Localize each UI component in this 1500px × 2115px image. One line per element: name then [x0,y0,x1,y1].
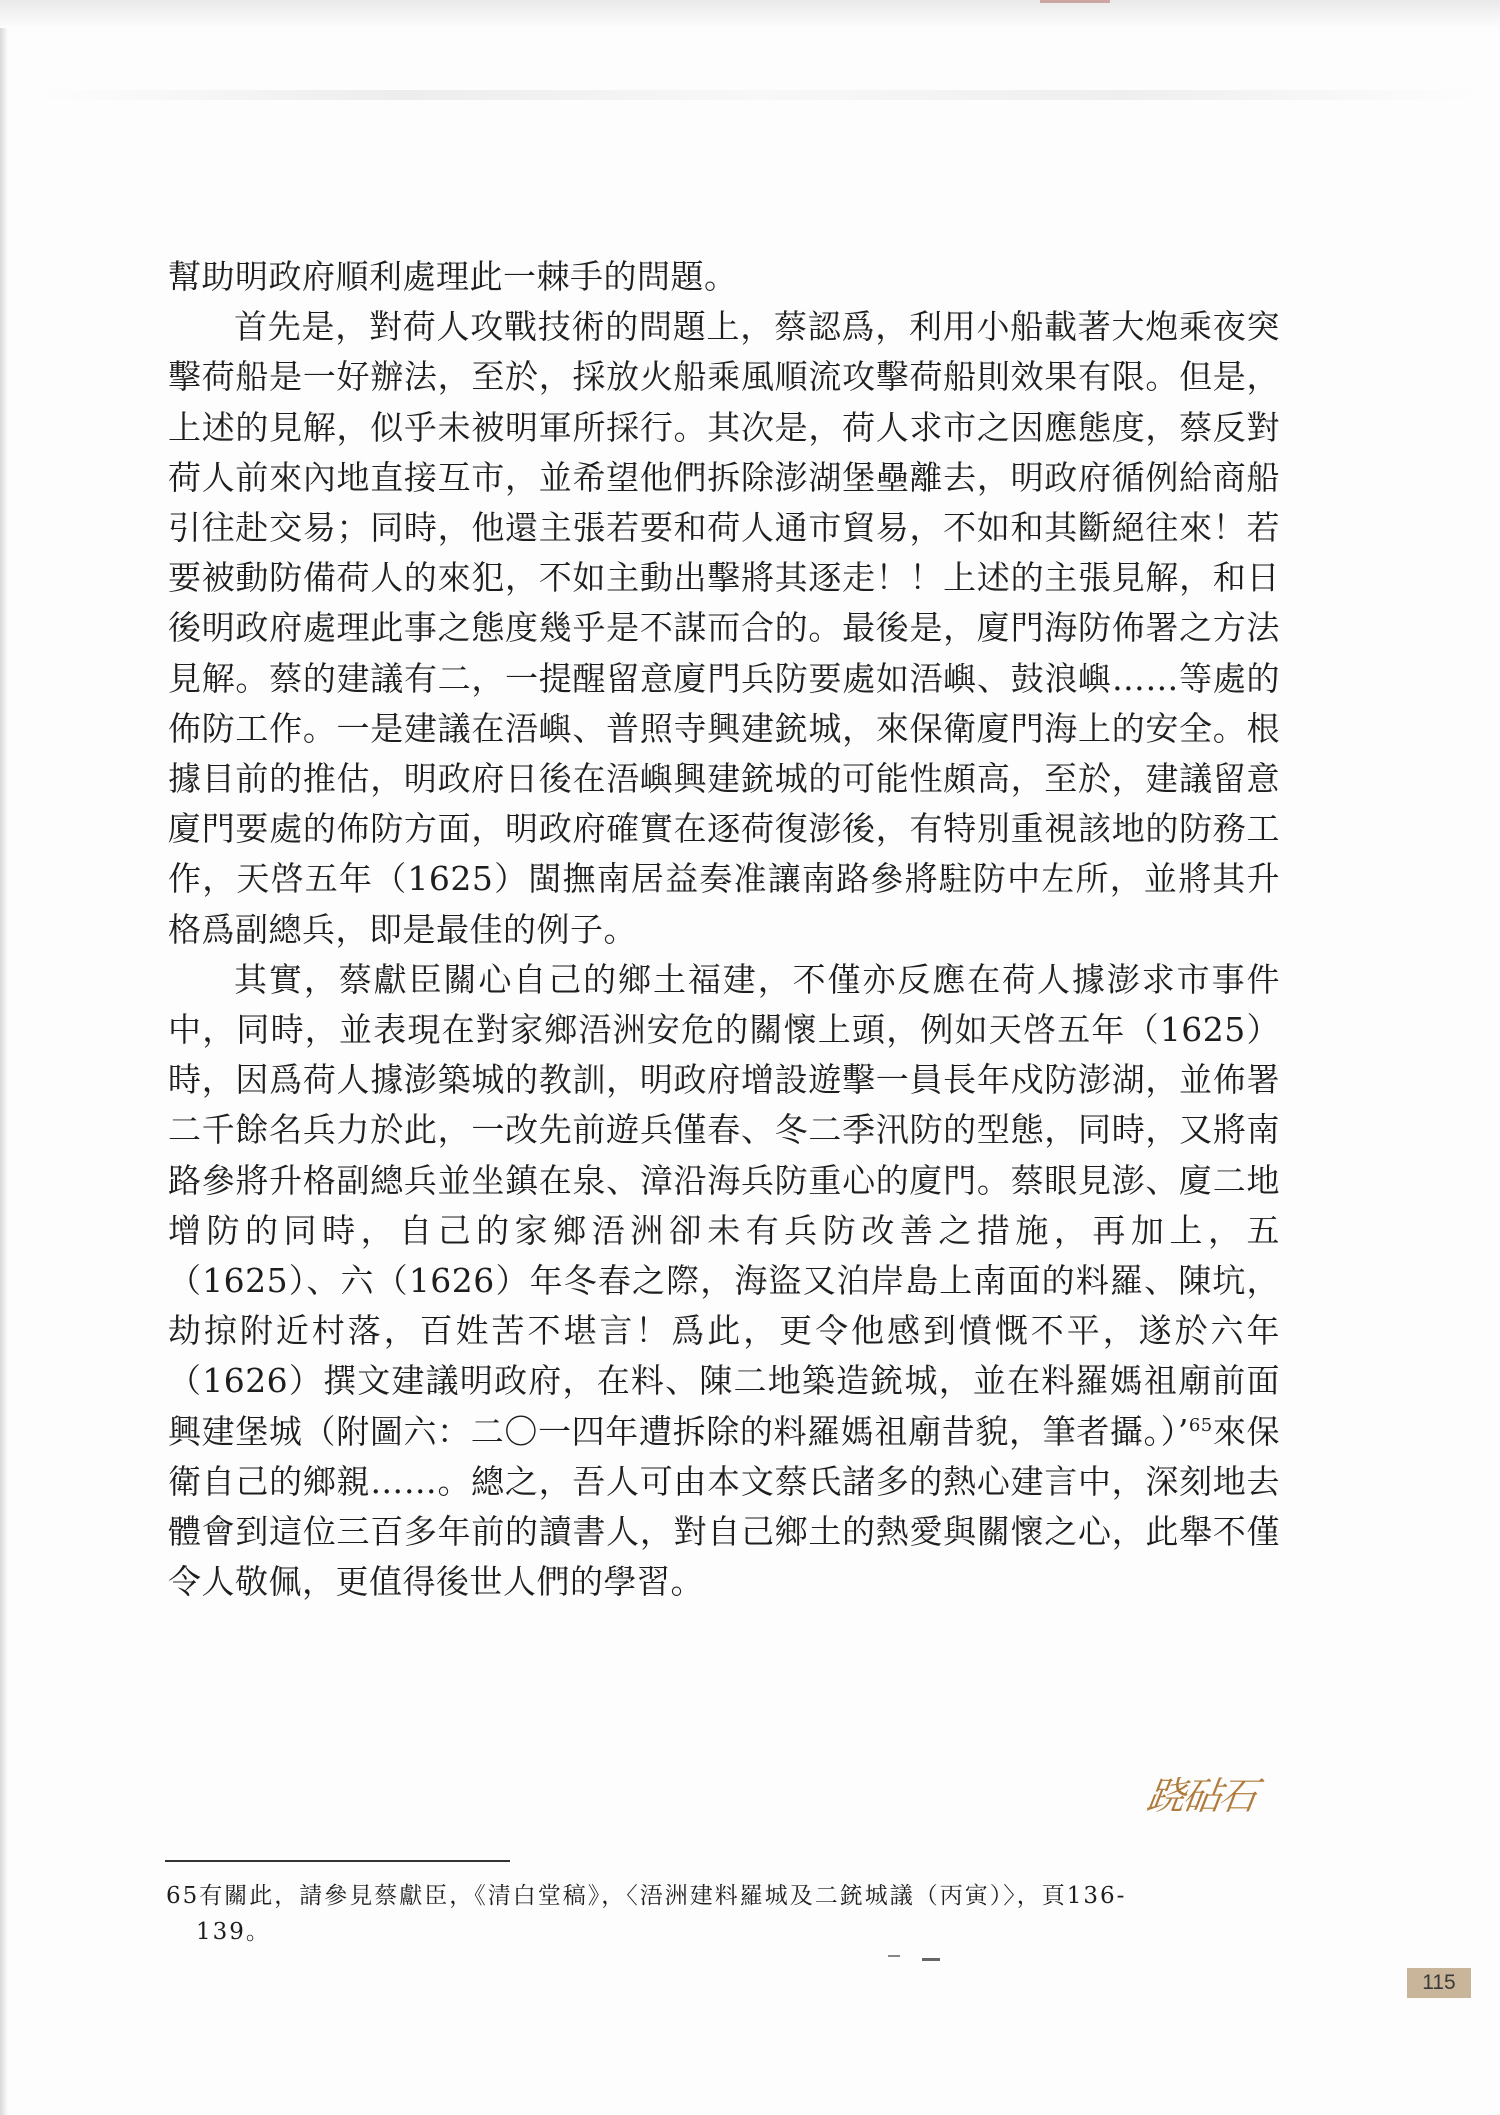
paragraph-1: 幫助明政府順利處理此一棘手的問題。 [168,257,738,296]
signature-stamp: 跷砧石 [1143,1774,1259,1818]
footnote-divider [165,1860,510,1862]
top-band [0,0,1500,28]
footnote-reference[interactable]: 65 [1188,1414,1213,1436]
top-tick-mark [1040,0,1110,3]
footnote [166,1878,1276,1950]
scan-edge [0,0,8,2115]
footnote-line-2: 139。 [196,1919,271,1945]
bleed-through-line [40,90,1480,100]
paragraph-2: 首先是，對荷人攻戰技術的問題上，蔡認爲，利用小船載著大炮乘夜突擊荷船是一好辦法，至於，採放火船乘風順流攻擊荷船則效果有限。但是，上述的見解，似乎未被明軍所採行。其次是，荷人求市之因應態度，蔡反對荷人前來內地直接互市，並希望他們拆除澎湖堡壘離去，明政府循例給商船引往赴交易；同時，他還主張若要和荷人通市貿易，不如和其斷絕往來！若要被動防備荷人的來犯，不如主動出擊將其逐走！！上述的主張見解，和日後明政府處理此事之態度幾乎是不謀而合的。最後是，廈門海防佈署之方法見解。蔡的建議有二，一提醒留意廈門兵防要處如浯嶼、鼓浪嶼……等處的佈防工作。一是建議在浯嶼、普照寺興建銃城，來保衛廈門海上的安全。根據目前的推估，明政府日後在浯嶼興建銃城的可能性頗高，至於，建議留意廈門要處的佈防方面，明政府確實在逐荷復澎後，有特別重視該地的防務工作，天啓五年（1625）閩撫南居益奏准讓南路參將駐防中左所，並將其升格爲副總兵，即是最佳的例子。 [168,307,1280,949]
body-text [168,252,1280,1607]
footnote-line-1: 65有關此，請參見蔡獻臣，《清白堂稿》，〈浯洲建料羅城及二銃城議（丙寅）〉，頁136- [166,1883,1127,1909]
page-number: 115 [1407,1968,1471,1998]
paragraph-3 [168,955,1280,1608]
paragraph-3-part-2: 來保衛自己的鄉親……。總之，吾人可由本文蔡氏諸多的熱心建言中，深刻地去體會到這位三百多年前的讀書人，對自己鄉土的熱愛與關懷之心，此舉不僅令人敬佩，更值得後世人們的學習。 [168,1411,1280,1602]
paragraph-3-part-1: 其實，蔡獻臣關心自己的鄉土福建，不僅亦反應在荷人據澎求市事件中，同時，並表現在對家鄉浯洲安危的關懷上頭，例如天啓五年（1625）時，因爲荷人據澎築城的教訓，明政府增設遊擊一員長年戍防澎湖，並佈署二千餘名兵力於此，一改先前遊兵僅春、冬二季汛防的型態，同時，又將南路參將升格副總兵並坐鎮在泉、漳沿海兵防重心的廈門。蔡眼見澎、廈二地增防的同時，自己的家鄉浯洲卻未有兵防改善之措施，再加上，五（1625）、六（1626）年冬春之際，海盜又泊岸島上南面的料羅、陳坑，劫掠附近村落，百姓苦不堪言！爲此，更令他感到憤慨不平，遂於六年（1626）撰文建議明政府，在料、陳二地築造銃城，並在料羅媽祖廟前面興建堡城（附圖六：二〇一四年遭拆除的料羅媽祖廟昔貌，筆者攝。）’ [168,959,1280,1451]
scan-mark [888,1955,900,1957]
scan-mark [922,1958,940,1961]
